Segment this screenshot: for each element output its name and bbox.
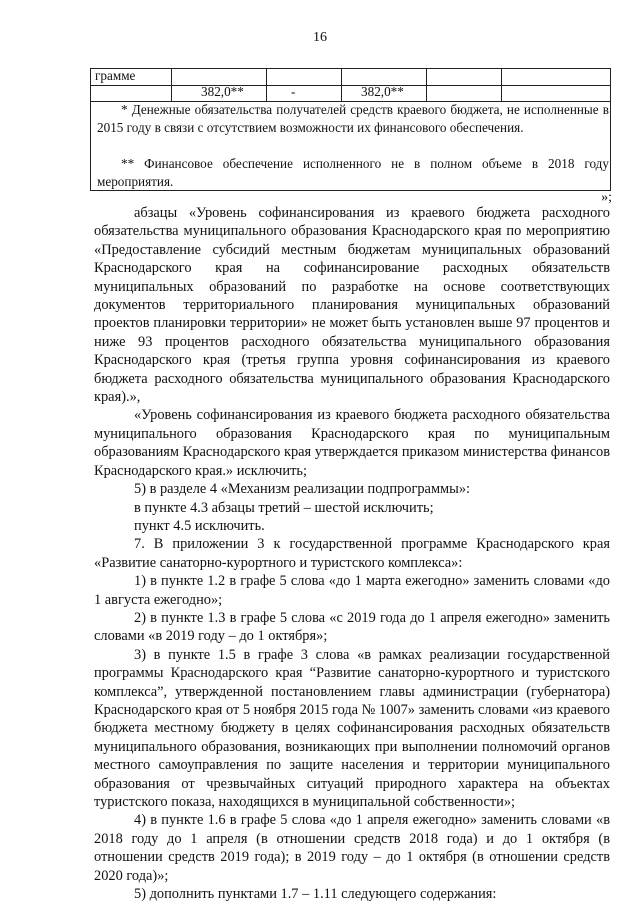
- data-table: [90, 68, 611, 191]
- footnote-1: * Денежные обязательства получателей средств краевого бюджета, не исполненные в 2015 году в связи с отсутствием возможности их финансового обеспечения.: [97, 102, 609, 135]
- paragraph: 1) в пункте 1.2 в графе 5 слова «до 1 марта ежегодно» заменить словами «до 1 августа ежегодно»;: [94, 573, 610, 608]
- body-text: [94, 204, 610, 903]
- paragraph: 7. В приложении 3 к государственной программе Краснодарского края «Развитие санаторно-курортного и туристского комплекса»:: [94, 536, 610, 571]
- table-divider: [501, 69, 502, 101]
- paragraph: 5) в разделе 4 «Механизм реализации подпрограммы»:: [134, 481, 471, 498]
- paragraph: 2) в пункте 1.3 в графе 5 слова «с 2019 года до 1 апреля ежегодно» заменить словами «в 2019 году – до 1 октября»;: [94, 609, 610, 645]
- paragraph: пункт 4.5 исключить.: [134, 517, 265, 534]
- paragraph: 4) в пункте 1.6 в графе 5 слова «до 1 апреля ежегодно» заменить словами «в 2018 году до 1 апреля (в отношении средств 2018 года) и до 1 октября (в отношении средств 2019 года); в 2019 году – до 1 октября (в отношении средств 2020 года)»;: [94, 812, 610, 884]
- paragraph: 3) в пункте 1.5 в графе 3 слова «в рамках реализации государственной программы Краснодарского края “Развитие санаторно-курортного и туристского комплекса”, утвержденной постановлением главы администрации (губернатора) Краснодарского края от 5 ноября 2015 года № 1007» заменить словами «из краевого бюджета местному бюджету в целях софинансирования расходных обязательств муниципального образования, возникающих при выполнении полномочий органов местного самоуправления по защите населения и территории муниципального образования от чрезвычайных ситуаций природного характера на объектах туристского показа, находящихся в муниципальной собственности»;: [94, 646, 610, 810]
- table-cell: 382,0**: [201, 84, 244, 99]
- paragraph: «Уровень софинансирования из краевого бюджета расходного обязательства муниципального образования Краснодарского края по муниципальным образованиям Краснодарского края утверждается приказом министерства финансов Краснодарского края.» исключить;: [94, 407, 610, 479]
- paragraph: в пункте 4.3 абзацы третий – шестой исключить;: [134, 499, 434, 516]
- table-cell: -: [291, 84, 296, 99]
- table-divider: [171, 69, 172, 101]
- closing-quote: »;: [601, 190, 612, 205]
- table-divider: [266, 69, 267, 101]
- table-cell: 382,0**: [361, 84, 404, 99]
- table-divider: [341, 69, 342, 101]
- paragraph: абзацы «Уровень софинансирования из краевого бюджета расходного обязательства муниципального образования Краснодарского края по мероприятию «Предоставление субсидий местным бюджетам муниципальных образований Краснодарского края на софинансирование расходных обязательств муниципальных образований по разработке на основе соответствующих документов территориального планирования муниципальных образований проектов планировки территории» не может быть установлен выше 97 процентов и ниже 93 процентов расходного обязательства муниципального образования Краснодарского края (третья группа уровня софинансирования из краевого бюджета расходного обязательства муниципального образования Краснодарского края).»,: [94, 205, 610, 406]
- page-number: 16: [313, 30, 327, 45]
- table-row: [91, 69, 610, 86]
- footnote-2: ** Финансовое обеспечение исполненного не в полном объеме в 2018 году мероприятия.: [97, 156, 609, 189]
- table-cell: грамме: [95, 68, 136, 83]
- table-row: [91, 85, 610, 102]
- table-divider: [426, 69, 427, 101]
- paragraph: 5) дополнить пунктами 1.7 – 1.11 следующего содержания:: [134, 886, 497, 903]
